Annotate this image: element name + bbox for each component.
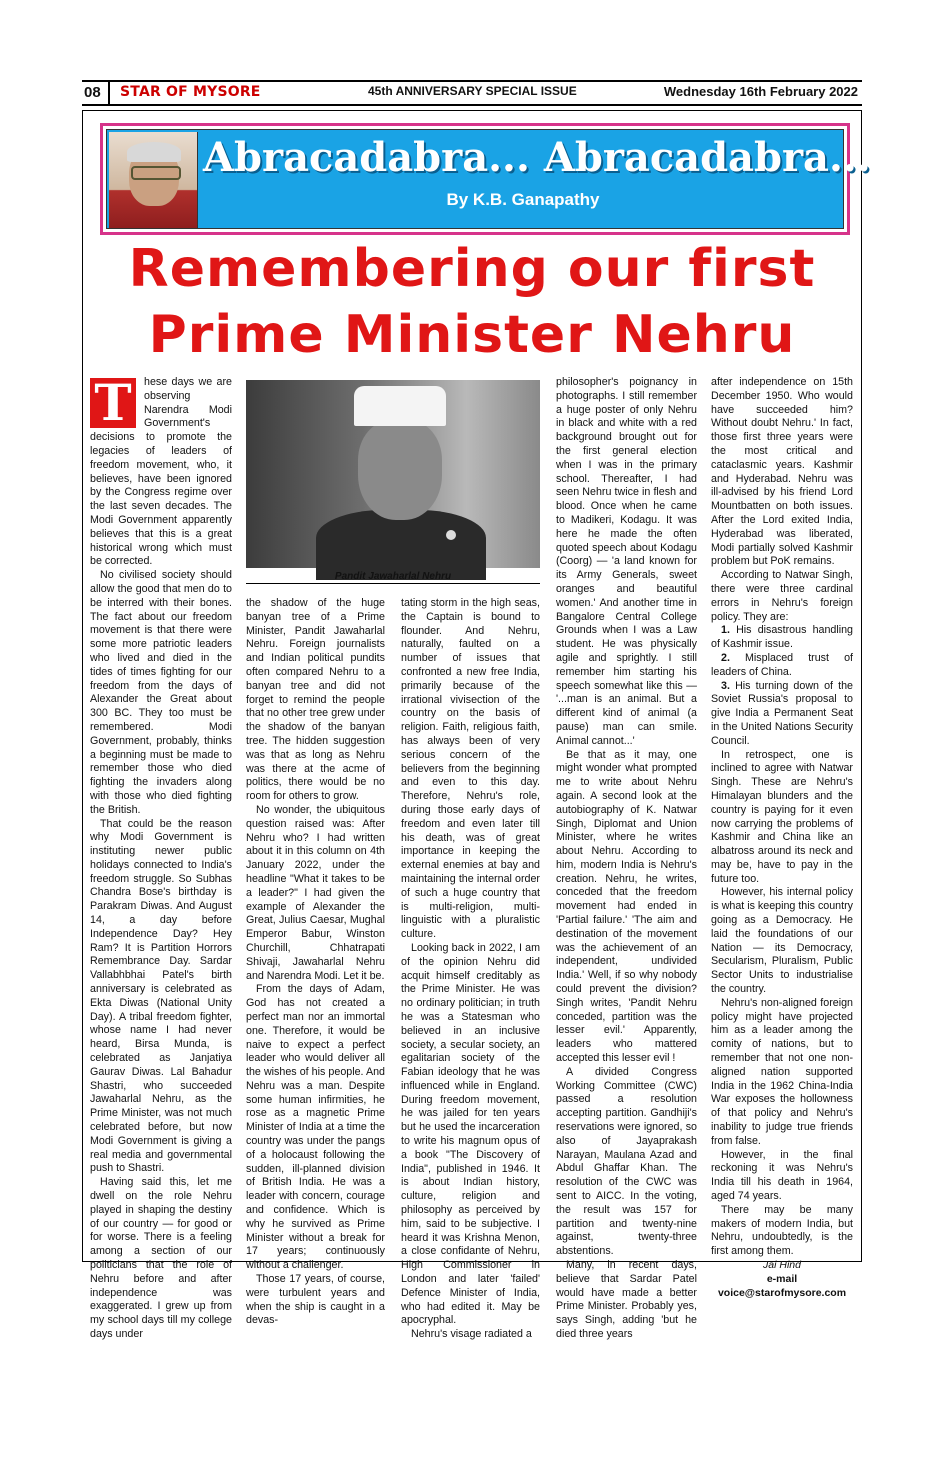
paragraph: Looking back in 2022, I am of the opinion Nehru did acquit himself creditably as the Prime Minister. He was no ordinary politician; in truth he was a Statesman who believed in an inclusive society, a secular society, an egalitarian society of the Fabian ideology that he was influenced while in England. During freedom movement, he was jailed for ten years but he used the incarceration to write his magnum opus of a book "The Discovery of India", published in 1946. It is about Indian history, culture, religion and philosophy as perceived by him, said to be subjective. I heard it was Krishna Menon, a close confidante of Nehru, High Commissioner in London and later 'failed' Defence Minister of India, who had edited it. May be apocryphal. xyxy=(401,941,540,1327)
error-item: 1. His disastrous handling of Kashmir issue. xyxy=(711,624,853,651)
paragraph: Many, in recent days, believe that Sardar Patel would have made a better Prime Minister. Probably yes, says Singh, adding 'but he died three years xyxy=(556,1259,697,1340)
paragraph: Be that as it may, one might wonder what prompted me to write about Nehru again. A second look at the autobiography of K. Natwar Singh, Diplomat and Union Minister, where he writes about Nehru. According to him, modern India is Nehru's creation. Nehru, he writes, conceded that the freedom movement had ended in 'Partial failure.' 'The aim and destination of the movement was the achievement of an independent, undivided India.' Well, if so why nobody could prevent the division? Singh writes, 'Pandit Nehru conceded, partition was the lesser evil.' Apparently, leaders who mattered accepted this lesser evil ! xyxy=(556,748,697,1065)
signoff: Jai Hind xyxy=(763,1259,801,1271)
paper-name: STAR OF MYSORE xyxy=(120,84,261,100)
paragraph: No civilised society should allow the good that men do to be interred with their bones. The fact about our freedom movement is that there were some more patriotic leaders who lived and died in the tides of times fighting for our freedom from the days of Alexander the Great about 300 BC. They too must be remembered. Modi Government, probably, thinks a beginning must be made to remember those who died fighting the invaders along with those who died fighting the British. xyxy=(90,569,232,816)
error-item: 3. His turning down of the Soviet Russia's proposal to give India a Permanent Seat in the United Nations Security Council. xyxy=(711,679,853,747)
paragraph: There may be many makers of modern India, but Nehru, undoubtedly, is the first among them. xyxy=(711,1203,853,1258)
paragraph: No wonder, the ubiquitous question raised was: After Nehru who? I had written about it in this column on 4th January 2022, under the headline "What it takes to be a leader?" I had given the example of Alexander the Great, Julius Caesar, Mughal Emperor Babur, Winston Churchill, Chhatrapati Shivaji, Jawaharlal Nehru and Narendra Modi. Let it be. xyxy=(246,803,385,982)
paragraph: That could be the reason why Modi Government is instituting newer public holidays connected to India's freedom struggle. So Subhas Chandra Bose's birthday is Parakram Diwas. And August 14, a day before Independence Day? Hey Ram? It is Partition Horrors Remembrance Day. Sardar Vallabhbhai Patel's birth anniversary is celebrated as Ekta Diwas (National Unity Day). A tribal freedom fighter, whose name I had never heard, Birsa Munda, is celebrated as Janjatiya Gaurav Diwas. Lal Bahadur Shastri, who succeeded Jawaharlal Nehru, as the Prime Minister, was not much celebrated before, but now Modi Government is giving a real media and governmental push to Shastri. xyxy=(90,817,232,1175)
page-number: 08 xyxy=(84,84,101,101)
headline xyxy=(84,236,860,368)
paragraph: Nehru's non-aligned foreign policy might have projected him as a leader among the comity of nations, but to remember that not one non-aligned nation supported India in the 1962 China-India War exposes the hollowness of that policy and Nehru's inability to judge true friends from false. xyxy=(711,996,853,1147)
headline-line-2: Prime Minister Nehru xyxy=(148,305,796,365)
paragraph: Nehru's visage radiated a xyxy=(411,1328,532,1341)
article-column-5 xyxy=(711,376,853,1299)
paragraph: philosopher's poignancy in photographs. I still remember a huge poster of only Nehru in black and white with a red background brought out for the first general election when I was in the primary school. Thereafter, I had seen Nehru twice in flesh and blood. Once when he came to Madikeri, Kodagu. It was here he made the often quoted speech about Kodagu (Coorg) — 'a land known for its Army Generals, sweet oranges and beautiful women.' And another time in Bangalore Central College Grounds when I was a Law student. He was physically agile and sprightly. I still remember him starting his speech somewhat like this — '...man is an animal. But a different kind of animal (a pause) man can smile. Animal cannot...' xyxy=(556,376,697,747)
column-banner xyxy=(100,123,871,235)
headline-line-1: Remembering our first xyxy=(128,239,816,299)
paragraph: the shadow of the huge banyan tree of a Prime Minister, Pandit Jawaharlal Nehru. Foreign journalists and Indian political pundits often compared Nehru to a banyan tree and did not forget to remind the people that no other tree grew under the shadow of the banyan tree. The hidden suggestion was that as long as Nehru was there at the acme of politics, there would be no room for others to grow. xyxy=(246,597,385,803)
paragraph: However, his internal policy is what is keeping this country going as a Democracy. He laid the foundations of our Nation — its Democracy, Secularism, Pluralism, Public Sector Units to industrialise the country. xyxy=(711,886,853,996)
issue-date: Wednesday 16th February 2022 xyxy=(663,84,858,99)
paragraph: However, in the final reckoning it was Nehru's India till his death in 1964, aged 74 years. xyxy=(711,1148,853,1203)
drop-cap: T xyxy=(90,378,136,428)
article-column-3 xyxy=(401,597,540,1477)
paragraph: According to Natwar Singh, there were three cardinal errors in Nehru's foreign policy. They are: xyxy=(711,569,853,623)
author-photo xyxy=(109,132,198,228)
email-address[interactable]: voice@starofmysore.com xyxy=(717,1286,847,1299)
error-item: 2. Misplaced trust of leaders of China. xyxy=(711,651,853,678)
paragraph: In retrospect, one is inclined to agree with Natwar Singh. These are Nehru's Himalayan blunders and the country is paying for it even now carrying the problems of Kashmir and China like an albatross around its neck and may be, have to pay in the future too. xyxy=(711,748,853,885)
paragraph: tating storm in the high seas, the Captain is bound to flounder. And Nehru, naturally, faulted on a number of issues that confronted a new free India, primarily because of the irrational vivisection of the country on the basis of religion. Faith, religious faith, has always been of very serious concern of the believers from the beginning and even to this day. Therefore, Nehru's role, during those early days of freedom and even later till his death, was of great importance in keeping the external enemies at bay and maintaining the internal order of such a huge country that is multi-religion, multi-linguistic with a pluralistic culture. xyxy=(401,597,540,941)
article-column-2 xyxy=(246,597,385,1477)
paragraph: after independence on 15th December 1950. Who would have succeeded him? Without doubt Nehru.' In fact, those first three years were the most critical and cataclasmic years. Kashmir and Hyderabad. Nehru was ill-advised by his friend Lord Mountbatten on both issues. After the Lord exited India, Hyderabad was liberated, Modi partially solved Kashmir problem but PoK remains. xyxy=(711,376,853,568)
column-title: Abracadabra... Abracadabra... xyxy=(203,134,871,181)
nehru-photo xyxy=(246,380,540,568)
issue-label: 45th ANNIVERSARY SPECIAL ISSUE xyxy=(368,84,577,98)
article-column-4 xyxy=(556,376,697,1340)
paragraph: A divided Congress Working Committee (CWC) passed a resolution accepting partition. Gandhiji's reservations were ignored, so also of Jayaprakash Narayan, Maulana Azad and Abdul Ghaffar Khan. The resolution of the CWC was sent to AICC. In the voting, the result was 157 for partition and twenty-nine against, twenty-three abstentions. xyxy=(556,1065,697,1258)
byline: By K.B. Ganapathy xyxy=(446,190,600,209)
paragraph: From the days of Adam, God has not created a perfect man nor an immortal one. Therefore, it would be naive to expect a perfect leader who would deliver all the wishes of his people. And Nehru was a man. Despite some human infirmities, he rose as a magnetic Prime Minister of India at a time the country was under the pangs of a holocaust following the sudden, ill-planned division of British India. He was a leader with concern, courage and confidence. Which is why he survived as Prime Minister without a break for 17 years; continuously without a challenger. xyxy=(246,983,385,1272)
masthead-divider xyxy=(108,82,110,104)
photo-caption: Pandit Jawaharlal Nehru xyxy=(246,570,540,584)
email-label: e-mail xyxy=(766,1272,798,1285)
paragraph: Those 17 years, of course, were turbulent years and when the ship is caught in a devas- xyxy=(246,1273,385,1327)
paragraph: hese days we are observing Narendra Modi Government's decisions to promote the legacies of leaders of freedom movement, who, it believes, have been ignored by the Congress regime over the last seven decades. The Modi Government apparently believes that this is a great historical wrong which must be corrected. xyxy=(90,376,232,568)
masthead xyxy=(82,80,862,106)
paragraph: Having said this, let me dwell on the role Nehru played in shaping the destiny of our country — for good or for worse. There is a feeling among a section of our politicians that the role of Nehru before and after independence was exaggerated. I grew up from my school days till my college days under xyxy=(90,1176,232,1340)
banner-inner xyxy=(106,129,871,229)
article-column-1 xyxy=(90,373,232,1340)
